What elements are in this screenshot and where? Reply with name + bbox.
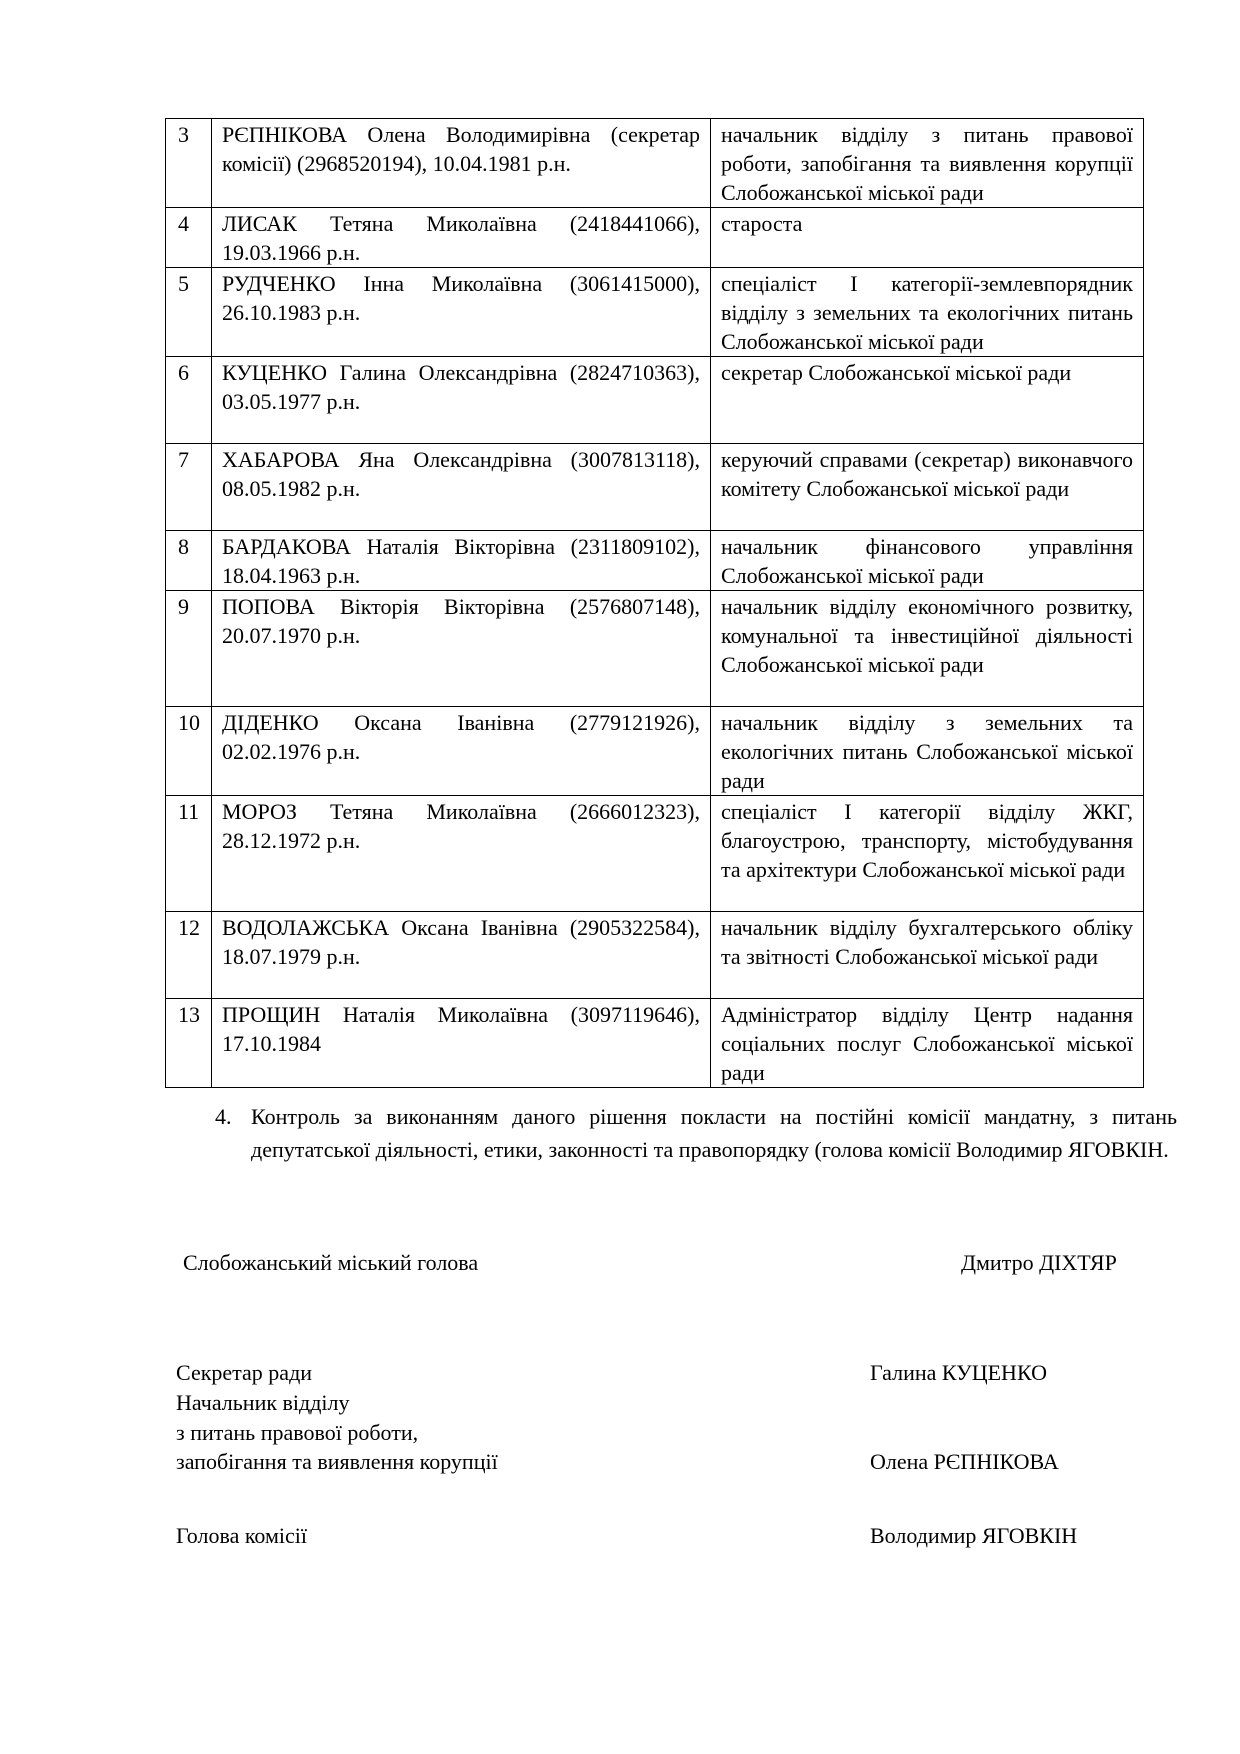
member-position: секретар Слобожанської міської ради bbox=[711, 357, 1144, 444]
commission-head-title: Голова комісії bbox=[176, 1523, 308, 1548]
member-position: спеціаліст І категорії відділу ЖКГ, благоустрою, транспорту, містобудування та архітектури Слобожанської міської ради bbox=[711, 796, 1144, 912]
row-number: 8 bbox=[166, 531, 212, 591]
point-number: 4. bbox=[215, 1104, 232, 1129]
mayor-name: Дмитро ДІХТЯР bbox=[961, 1250, 1117, 1275]
table-row bbox=[166, 119, 1144, 208]
legal-head-title-line-2: з питань правової роботи, bbox=[176, 1420, 419, 1445]
secretary-name: Галина КУЦЕНКО bbox=[870, 1360, 1047, 1385]
row-number: 9 bbox=[166, 591, 212, 707]
member-name: ПРОЩИН Наталія Миколаївна (3097119646), 17.10.1984 bbox=[212, 999, 711, 1088]
row-number: 10 bbox=[166, 707, 212, 796]
row-number: 5 bbox=[166, 268, 212, 357]
legal-head-title-line-3: запобігання та виявлення корупції bbox=[176, 1449, 498, 1474]
table-body bbox=[166, 119, 1144, 1088]
member-position: начальник фінансового управління Слобожанської міської ради bbox=[711, 531, 1144, 591]
row-number: 4 bbox=[166, 208, 212, 268]
legal-head-title-line-1: Начальник відділу bbox=[176, 1390, 350, 1415]
table-row bbox=[166, 357, 1144, 444]
decision-point-4 bbox=[215, 1100, 1177, 1166]
member-position: спеціаліст І категорії-землевпорядник відділу з земельних та екологічних питань Слобожанської міської ради bbox=[711, 268, 1144, 357]
commission-head-name: Володимир ЯГОВКІН bbox=[870, 1523, 1078, 1548]
row-number: 7 bbox=[166, 444, 212, 531]
member-name: КУЦЕНКО Галина Олександрівна (2824710363), 03.05.1977 р.н. bbox=[212, 357, 711, 444]
member-position: начальник відділу бухгалтерського обліку та звітності Слобожанської міської ради bbox=[711, 912, 1144, 999]
member-name: ВОДОЛАЖСЬКА Оксана Іванівна (2905322584), 18.07.1979 р.н. bbox=[212, 912, 711, 999]
row-number: 11 bbox=[166, 796, 212, 912]
row-number: 13 bbox=[166, 999, 212, 1088]
row-number: 6 bbox=[166, 357, 212, 444]
legal-head-name: Олена РЄПНІКОВА bbox=[870, 1449, 1059, 1474]
table-row bbox=[166, 796, 1144, 912]
mayor-title: Слобожанський міський голова bbox=[183, 1250, 479, 1275]
point-text: Контроль за виконанням даного рішення покласти на постійні комісії мандатну, з питань депутатської діяльності, етики, законності та правопорядку (голова комісії Володимир ЯГОВКІН. bbox=[251, 1104, 1177, 1162]
member-position: начальник відділу економічного розвитку, комунальної та інвестиційної діяльності Слобожанської міської ради bbox=[711, 591, 1144, 707]
member-position: Адміністратор відділу Центр надання соціальних послуг Слобожанської міської ради bbox=[711, 999, 1144, 1088]
table-row bbox=[166, 444, 1144, 531]
row-number: 3 bbox=[166, 119, 212, 208]
member-position: начальник відділу з питань правової роботи, запобігання та виявлення корупції Слобожанської міської ради bbox=[711, 119, 1144, 208]
member-name: РУДЧЕНКО Інна Миколаївна (3061415000), 26.10.1983 р.н. bbox=[212, 268, 711, 357]
member-position: керуючий справами (секретар) виконавчого комітету Слобожанської міської ради bbox=[711, 444, 1144, 531]
member-name: БАРДАКОВА Наталія Вікторівна (2311809102), 18.04.1963 р.н. bbox=[212, 531, 711, 591]
table-row bbox=[166, 999, 1144, 1088]
member-name: ДІДЕНКО Оксана Іванівна (2779121926), 02.02.1976 р.н. bbox=[212, 707, 711, 796]
member-name: РЄПНІКОВА Олена Володимирівна (секретар комісії) (2968520194), 10.04.1981 р.н. bbox=[212, 119, 711, 208]
table-row bbox=[166, 268, 1144, 357]
table-row bbox=[166, 912, 1144, 999]
table-row bbox=[166, 707, 1144, 796]
commission-members-table bbox=[165, 118, 1144, 1088]
member-name: ХАБАРОВА Яна Олександрівна (3007813118), 08.05.1982 р.н. bbox=[212, 444, 711, 531]
member-position: староста bbox=[711, 208, 1144, 268]
row-number: 12 bbox=[166, 912, 212, 999]
table-row bbox=[166, 531, 1144, 591]
member-name: ПОПОВА Вікторія Вікторівна (2576807148), 20.07.1970 р.н. bbox=[212, 591, 711, 707]
member-position: начальник відділу з земельних та екологічних питань Слобожанської міської ради bbox=[711, 707, 1144, 796]
member-name: ЛИСАК Тетяна Миколаївна (2418441066), 19.03.1966 р.н. bbox=[212, 208, 711, 268]
secretary-title: Секретар ради bbox=[176, 1360, 313, 1385]
table-row bbox=[166, 208, 1144, 268]
member-name: МОРОЗ Тетяна Миколаївна (2666012323), 28.12.1972 р.н. bbox=[212, 796, 711, 912]
table-row bbox=[166, 591, 1144, 707]
